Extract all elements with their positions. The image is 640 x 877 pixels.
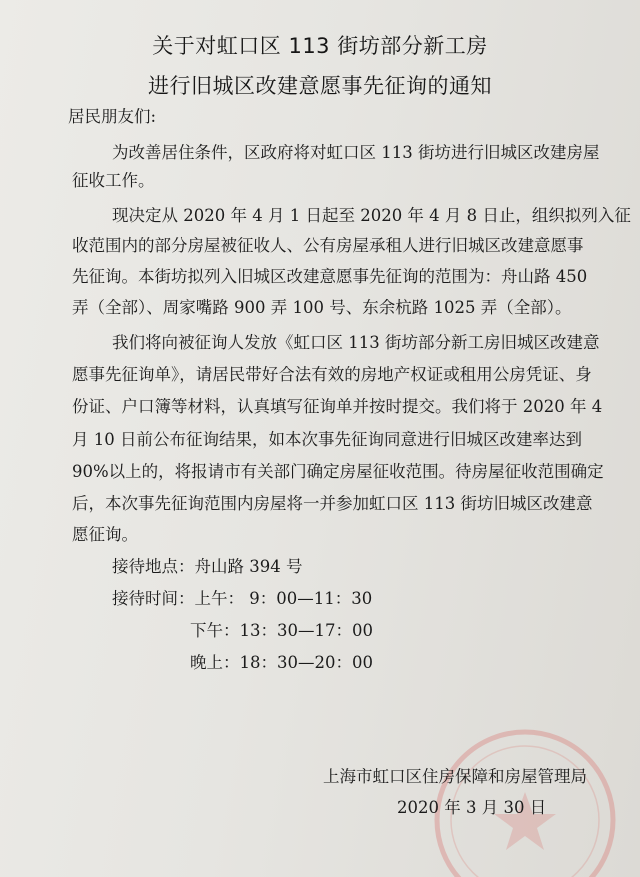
notice-title-line-2: 进行旧城区改建意愿事先征询的通知 <box>148 74 492 98</box>
reception-time-evening: 晚上：18：30—20：00 <box>190 653 373 672</box>
body-line: 收范围内的部分房屋被征收人、公有房屋承租人进行旧城区改建意愿事 <box>72 236 584 255</box>
body-line: 愿事先征询单》，请居民带好合法有效的房地产权证或租用公房凭证、身 <box>72 365 592 384</box>
body-line: 为改善居住条件，区政府将对虹口区 113 街坊进行旧城区改建房屋 <box>112 143 600 162</box>
reception-address: 接待地点：舟山路 394 号 <box>112 557 303 576</box>
reception-time-afternoon: 下午：13：30—17：00 <box>190 621 373 640</box>
issuer-name: 上海市虹口区住房保障和房屋管理局 <box>323 767 587 786</box>
body-line: 后，本次事先征询范围内房屋将一并参加虹口区 113 街坊旧城区改建意 <box>72 494 593 513</box>
body-line: 先征询。本街坊拟列入旧城区改建意愿事先征询的范围为：舟山路 450 <box>72 267 588 286</box>
body-line: 征收工作。 <box>72 171 155 190</box>
body-line: 月 10 日前公布征询结果，如本次事先征询同意进行旧城区改建率达到 <box>72 430 582 449</box>
body-line: 份证、户口簿等材料，认真填写征询单并按时提交。我们将于 2020 年 4 <box>72 397 603 416</box>
notice-title-line-1: 关于对虹口区 113 街坊部分新工房 <box>152 34 488 58</box>
body-line: 我们将向被征询人发放《虹口区 113 街坊部分新工房旧城区改建意 <box>112 333 600 352</box>
body-line: 弄（全部）、周家嘴路 900 弄 100 号、东余杭路 1025 弄（全部）。 <box>72 298 572 317</box>
body-line: 90%以上的，将报请市有关部门确定房屋征收范围。待房屋征收范围确定 <box>72 462 604 481</box>
body-line: 现决定从 2020 年 4 月 1 日起至 2020 年 4 月 8 日止，组织拟列入征 <box>112 206 631 225</box>
reception-time-morning: 接待时间：上午： 9：00—11：30 <box>112 589 373 608</box>
greeting: 居民朋友们: <box>68 107 157 126</box>
issue-date: 2020 年 3 月 30 日 <box>397 798 547 817</box>
body-line: 愿征询。 <box>72 525 138 544</box>
